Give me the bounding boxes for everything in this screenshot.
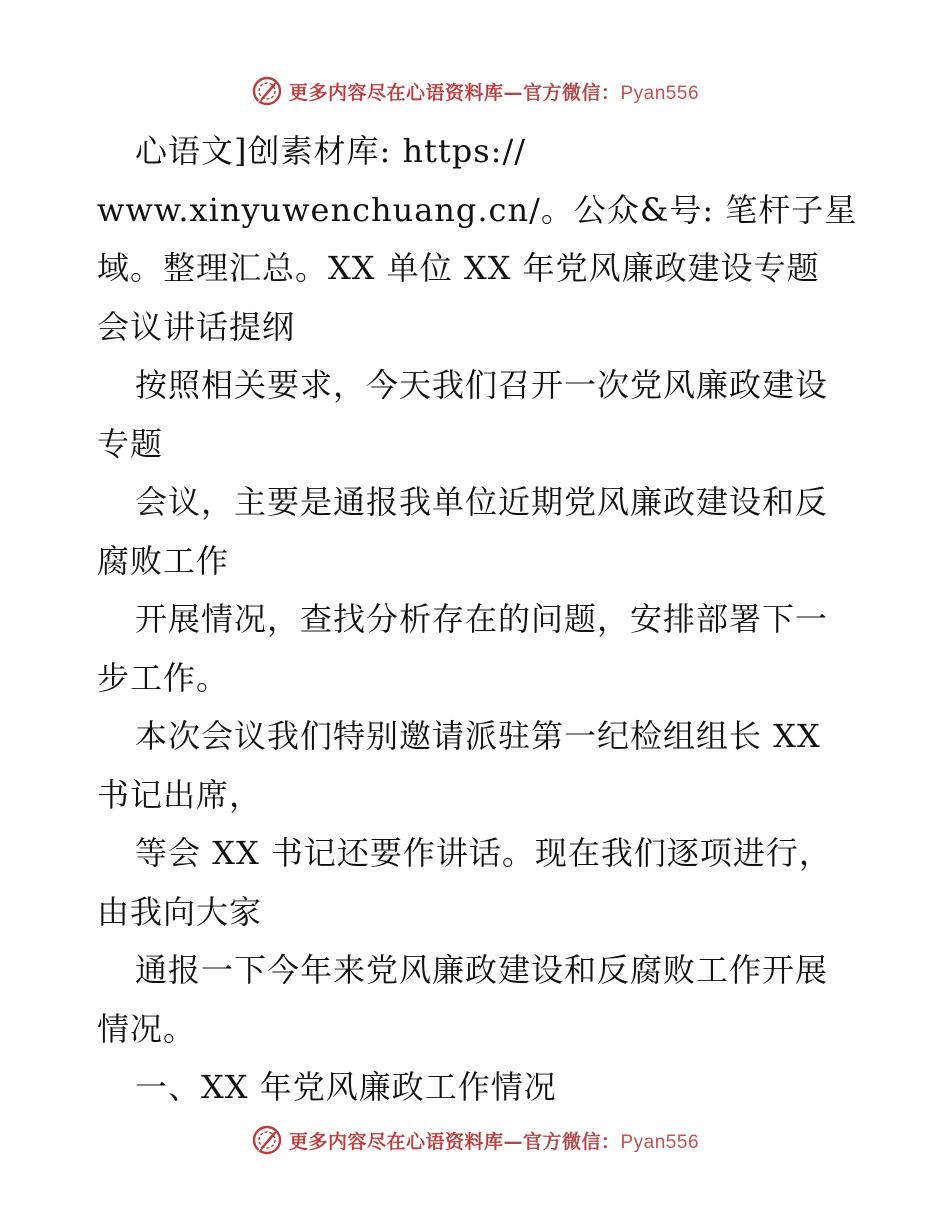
document-body — [97, 122, 857, 1117]
text-line: 情况。 — [97, 1009, 197, 1048]
banner-text — [289, 1127, 699, 1154]
banner-official-text: —官方微信： — [503, 1130, 621, 1153]
text-line: 按照相关要求，今天我们召开一次党风廉政建设 — [135, 366, 829, 404]
text-line: 心语文]创素材库: https:// — [135, 132, 527, 170]
pen-logo-icon — [251, 75, 283, 107]
text-line: 开展情况，查找分析存在的问题，安排部署下一 — [135, 600, 829, 638]
banner-text — [289, 78, 699, 105]
text-line: 通报一下今年来党风廉政建设和反腐败工作开展 — [135, 951, 829, 989]
banner-main-text: 更多内容尽在心语资料库 — [288, 1130, 504, 1153]
header-banner — [0, 71, 950, 111]
text-line: 本次会议我们特别邀请派驻第一纪检组组长 XX — [135, 717, 821, 755]
banner-wechat-id: Pyan556 — [620, 1131, 700, 1153]
text-line: 书记出席， — [97, 775, 263, 814]
text-line: 会议讲话提纲 — [97, 307, 296, 346]
text-line: 域。整理汇总。XX 单位 XX 年党风廉政建设专题 — [97, 249, 820, 287]
pen-logo-icon — [251, 1124, 283, 1156]
section-heading: 一、XX 年党风廉政工作情况 — [135, 1068, 557, 1106]
banner-wechat-id: Pyan556 — [620, 82, 700, 104]
text-line: 专题 — [97, 424, 164, 463]
text-line: 腐败工作 — [97, 541, 230, 580]
text-line: 由我向大家 — [97, 892, 263, 931]
text-line: 等会 XX 书记还要作讲话。现在我们逐项进行， — [135, 834, 832, 872]
text-line: 步工作。 — [97, 658, 230, 697]
text-line: 会议，主要是通报我单位近期党风廉政建设和反 — [135, 483, 829, 521]
banner-main-text: 更多内容尽在心语资料库 — [288, 81, 504, 104]
footer-banner — [0, 1120, 950, 1160]
text-line: www.xinyuwenchuang.cn/。公众&号: 笔杆子星 — [97, 190, 858, 229]
banner-official-text: —官方微信： — [503, 81, 621, 104]
